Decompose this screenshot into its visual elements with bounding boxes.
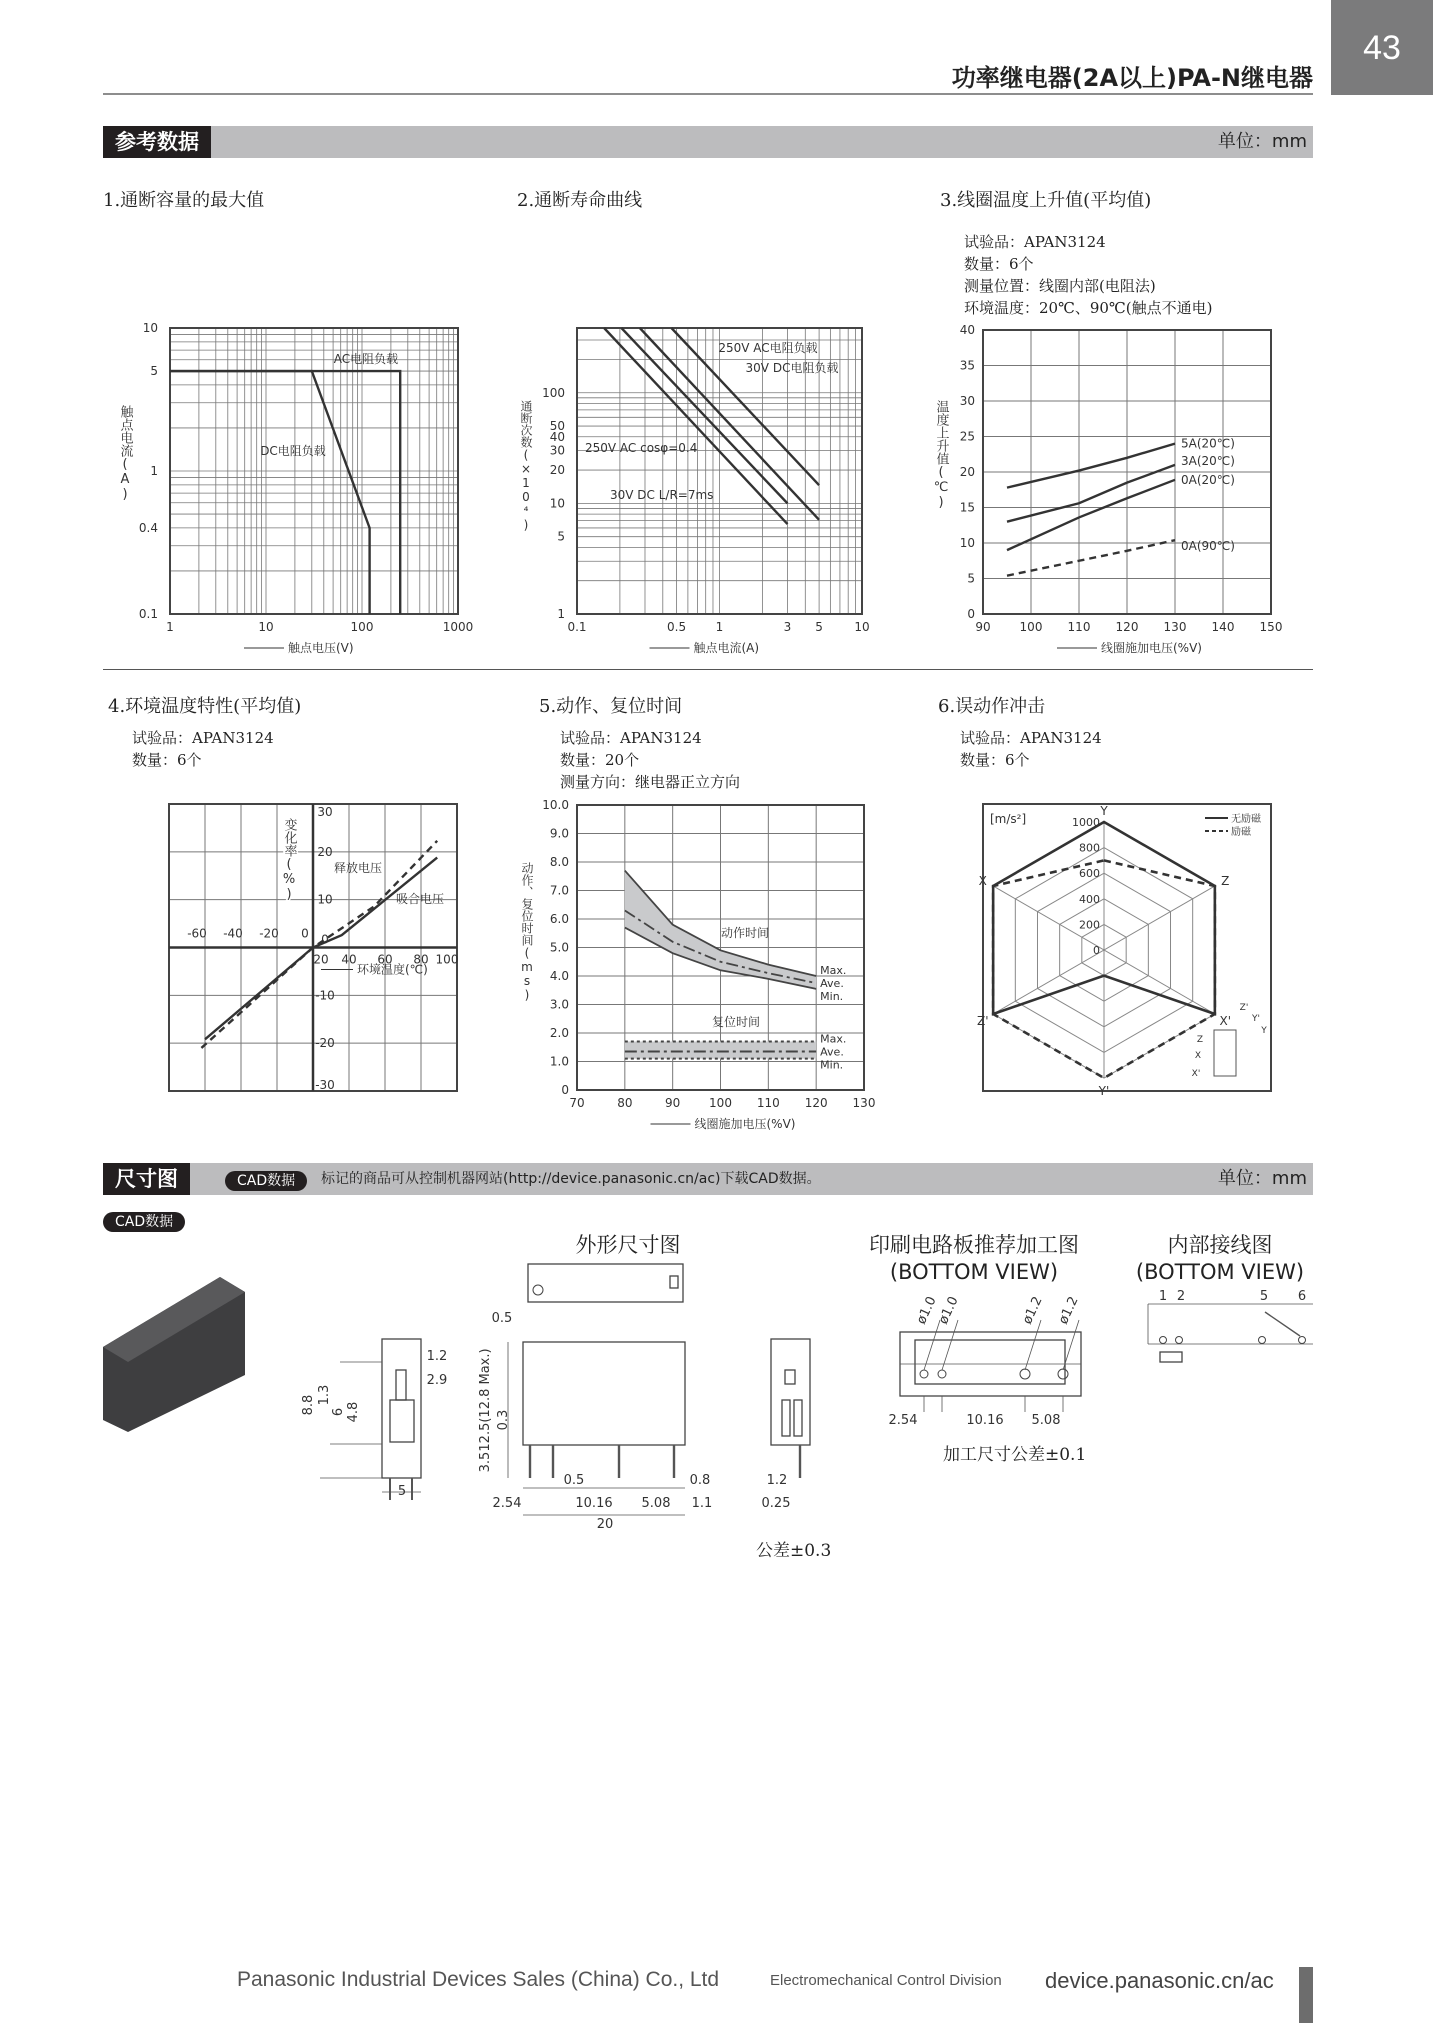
y-tick-label: 8.0 <box>549 855 569 869</box>
y-tick-label: 10.0 <box>542 798 569 812</box>
y-tick-label: 20 <box>317 844 333 859</box>
dimension-label: 8.8 <box>301 1394 316 1416</box>
chart-title-2: 2.通断寿命曲线 <box>517 190 643 211</box>
x-tick-label: 100 <box>435 952 459 967</box>
y-tick-label: 15 <box>959 500 975 515</box>
dimension-label: 5.08 <box>1031 1413 1061 1428</box>
section-tag: 参考数据 <box>103 126 211 158</box>
x-tick-label: 60 <box>377 952 393 967</box>
x-tick-label: 100 <box>350 620 374 634</box>
y-tick-label: 35 <box>959 358 975 373</box>
pcb-tolerance: 加工尺寸公差±0.1 <box>943 1445 1087 1465</box>
terminal <box>1176 1337 1183 1344</box>
pcb-subtitle: (BOTTOM VIEW) <box>889 1260 1059 1284</box>
meta-line: 数量：6个 <box>964 255 1034 273</box>
dimension-label: 20 <box>596 1517 614 1532</box>
x-tick-label: 140 <box>1211 620 1235 634</box>
meta-line: 测量方向：继电器正立方向 <box>560 773 741 791</box>
y-tick-label: 4.0 <box>549 969 569 983</box>
meta-line: 试验品：APAN3124 <box>132 729 274 747</box>
x-tick-label: 1 <box>166 620 174 634</box>
axis-label: X' <box>1219 1014 1232 1028</box>
x-tick-label: -20 <box>259 926 279 941</box>
side-window <box>396 1370 406 1400</box>
plot-frame <box>983 804 1271 1091</box>
meta-line: 数量：6个 <box>132 751 202 769</box>
document-title: 功率继电器(2A以上)PA-N继电器 <box>951 64 1313 92</box>
y-tick-label: 30 <box>959 394 975 408</box>
y-tick-label: 0 <box>967 607 975 621</box>
series-label: 30V DC L/R=7ms <box>610 488 714 502</box>
series-line <box>1007 540 1175 576</box>
y-tick-label: 0.4 <box>138 520 158 535</box>
terminal <box>1299 1337 1306 1344</box>
section-tag: 尺寸图 <box>103 1163 190 1195</box>
y-tick-label: 6.0 <box>549 912 569 926</box>
outline-title: 外形尺寸图 <box>575 1233 681 1257</box>
ring-label: 600 <box>1079 867 1100 881</box>
inset-label: Y <box>1261 1026 1267 1036</box>
unit-label: 单位：mm <box>1217 1168 1307 1189</box>
x-tick-label: 100 <box>1019 620 1043 634</box>
y-axis-label: 变化率(%) <box>281 818 297 902</box>
hole <box>533 1285 543 1295</box>
x-axis-label: 触点电压(V) <box>288 641 354 655</box>
contact-arm <box>1265 1312 1300 1336</box>
chart-title-5: 5.动作、复位时间 <box>539 696 683 717</box>
x-tick-label: -40 <box>223 926 243 941</box>
y-tick-label: 30 <box>317 805 333 819</box>
y-tick-label: 20 <box>959 465 975 479</box>
side-window <box>390 1400 414 1442</box>
front-view <box>523 1342 685 1445</box>
y-tick-label: 50 <box>549 419 565 434</box>
dimension-label: 0.5 <box>491 1311 513 1326</box>
side-view <box>382 1339 421 1478</box>
series-label: 5A(20℃) <box>1181 436 1235 451</box>
y-tick-label: 0 <box>321 932 329 947</box>
y-tick-label: 5 <box>557 529 565 544</box>
cad-pill-label: CAD数据 <box>225 1171 307 1191</box>
inset-label: Z' <box>1239 1003 1249 1013</box>
pcb-hole <box>938 1370 946 1378</box>
y-tick-label: 100 <box>542 385 565 400</box>
outline-tolerance: 公差±0.3 <box>756 1541 832 1561</box>
series-label: 0A(20℃) <box>1181 472 1235 487</box>
dimension-label: 10.16 <box>575 1496 613 1511</box>
meta-line: 试验品：APAN3124 <box>960 729 1102 747</box>
x-tick-label: 5 <box>815 620 823 634</box>
dimension-label: 6 <box>331 1407 346 1417</box>
window <box>785 1370 795 1384</box>
cad-pill-label: CAD数据 <box>103 1212 185 1232</box>
chart-6 <box>983 804 1271 1091</box>
y-tick-label: -20 <box>315 1036 335 1051</box>
dimension-label: 1.3 <box>317 1384 332 1406</box>
dimension-label: 0.5 <box>563 1473 585 1488</box>
ring-label: 200 <box>1079 918 1100 932</box>
window <box>794 1400 802 1436</box>
x-tick-label: 90 <box>975 620 991 634</box>
chart-title-6: 6.误动作冲击 <box>938 696 1046 717</box>
axis-label: Y' <box>1098 1084 1110 1098</box>
y-tick-label: -30 <box>315 1078 335 1092</box>
meta-line: 数量：6个 <box>960 751 1030 769</box>
pin-label: 6 <box>1297 1289 1307 1304</box>
page-number-tab: 43 <box>1331 0 1433 95</box>
band-label: Ave. <box>820 977 844 991</box>
series-label: 释放电压 <box>333 861 383 875</box>
x-tick-label: 110 <box>756 1096 780 1110</box>
unit-label: [m/s²] <box>990 812 1027 826</box>
dimension-label: 2.9 <box>426 1373 448 1388</box>
dimension-line <box>1025 1320 1041 1370</box>
y-tick-label: 10 <box>959 536 975 550</box>
y-tick-label: 40 <box>959 323 975 337</box>
pcb-inner <box>915 1340 1065 1384</box>
pcb-hole <box>1020 1369 1030 1379</box>
band-label: Min. <box>820 990 844 1004</box>
dimension-label: 5 <box>397 1484 407 1499</box>
series-label: 吸合电压 <box>395 892 445 906</box>
x-tick-label: 10 <box>854 620 870 634</box>
footer-company: Panasonic Industrial Devices Sales (China) Co., Ltd <box>237 1968 720 1991</box>
inset-label: X <box>1194 1051 1202 1061</box>
legend-label: 无励磁 <box>1231 814 1261 825</box>
axis-label: Y <box>1100 804 1108 818</box>
terminal <box>1259 1337 1266 1344</box>
x-tick-label: 3 <box>783 620 792 634</box>
series-line <box>1007 444 1175 488</box>
y-tick-label: 40 <box>549 429 565 444</box>
x-tick-label: 80 <box>413 952 429 967</box>
dimension-label: 5.08 <box>641 1496 671 1511</box>
dimension-label: ø1.2 <box>1019 1294 1046 1327</box>
y-tick-label: 25 <box>959 429 975 444</box>
axis-label: Z' <box>976 1014 989 1028</box>
x-axis-label: 线圈施加电压(%V) <box>694 1117 796 1131</box>
dimension-label: ø1.0 <box>935 1294 962 1327</box>
footer-marker <box>1299 1967 1313 2023</box>
notch <box>670 1276 678 1288</box>
pin-label: 5 <box>1259 1289 1269 1304</box>
dimension-line <box>942 1320 958 1370</box>
y-tick-label: 30 <box>549 443 565 458</box>
ring-label: 400 <box>1079 892 1100 906</box>
dimension-label: 2.54 <box>492 1496 522 1511</box>
x-axis-label: 触点电流(A) <box>693 641 760 655</box>
meta-line: 测量位置：线圈内部(电阻法) <box>964 277 1156 295</box>
y-tick-label: 10 <box>317 892 333 907</box>
y-tick-label: 1 <box>557 607 565 621</box>
x-axis-label: 线圈施加电压(%V) <box>1101 641 1202 655</box>
unit-label: 单位：mm <box>1217 131 1307 152</box>
inset-label: Z <box>1196 1035 1204 1045</box>
y-tick-label: 0 <box>561 1083 569 1097</box>
x-tick-label: 1 <box>715 620 724 634</box>
x-axis-label: 环境温度(℃) <box>357 962 428 977</box>
coil-symbol <box>1160 1352 1182 1362</box>
pin-label: 2 <box>1176 1289 1186 1304</box>
axis-label: Z <box>1221 874 1230 888</box>
series-line <box>201 841 437 1051</box>
series-label: 动作时间 <box>720 926 770 940</box>
y-tick-label: 10 <box>142 321 158 335</box>
y-tick-label: 10 <box>549 496 565 511</box>
band-area <box>625 1042 816 1059</box>
dimension-label: 1.1 <box>691 1496 713 1511</box>
y-tick-label: 5.0 <box>549 940 569 955</box>
series-label: 复位时间 <box>711 1015 761 1029</box>
dimension-label: 0.8 <box>689 1473 711 1488</box>
footer-url[interactable]: device.panasonic.cn/ac <box>1045 1968 1274 1993</box>
band-label: Max. <box>820 1032 847 1046</box>
axis-label: X <box>978 874 987 888</box>
x-tick-label: 1000 <box>442 620 474 634</box>
y-axis-label: 通断次数(×10⁴) <box>519 400 533 532</box>
inset-label: Y' <box>1252 1014 1260 1024</box>
meta-line: 环境温度：20℃、90℃(触点不通电) <box>964 299 1213 317</box>
series-label: AC电阻负载 <box>333 352 399 366</box>
x-tick-label: 150 <box>1259 620 1283 634</box>
band-label: Min. <box>820 1058 844 1072</box>
y-tick-label: 20 <box>549 463 565 478</box>
ring-label: 1000 <box>1072 816 1100 829</box>
x-tick-label: 20 <box>313 952 329 967</box>
series-label: 250V AC cosφ=0.4 <box>585 441 698 455</box>
series-label: 30V DC电阻负载 <box>745 361 839 375</box>
pcb-hole <box>1058 1369 1068 1379</box>
y-tick-label: 5 <box>967 571 975 586</box>
x-tick-label: 40 <box>341 952 357 967</box>
series-label: 250V AC电阻负载 <box>718 341 818 355</box>
chart-title-4: 4.环境温度特性(平均值) <box>108 696 302 717</box>
x-tick-label: 110 <box>1067 620 1091 634</box>
dimension-label: ø1.0 <box>913 1294 940 1327</box>
inset-label: X' <box>1191 1069 1201 1079</box>
y-tick-label: 9.0 <box>549 826 569 841</box>
series-label: DC电阻负载 <box>260 444 326 458</box>
dimension-label: 0.25 <box>761 1496 791 1511</box>
pcb-hole <box>920 1370 928 1378</box>
x-tick-label: -60 <box>187 926 207 941</box>
chart-title-1: 1.通断容量的最大值 <box>103 190 265 211</box>
x-tick-label: 80 <box>617 1096 633 1110</box>
chart-title-3: 3.线圈温度上升值(平均值) <box>940 190 1152 211</box>
series-label: 0A(90℃) <box>1181 539 1235 554</box>
footer-division: Electromechanical Control Division <box>770 1972 1002 1989</box>
meta-line: 试验品：APAN3124 <box>560 729 702 747</box>
y-tick-label: 1 <box>150 464 158 478</box>
wiring-subtitle: (BOTTOM VIEW) <box>1135 1260 1305 1284</box>
dimension-label: 10.16 <box>966 1413 1004 1428</box>
dimension-label: 4.8 <box>346 1401 361 1423</box>
x-tick-label: 70 <box>569 1096 585 1110</box>
series-line <box>170 371 370 614</box>
orientation-inset <box>1214 1030 1236 1076</box>
y-tick-label: 2.0 <box>549 1026 569 1040</box>
x-tick-label: 120 <box>1115 620 1139 634</box>
x-tick-label: 100 <box>709 1096 732 1110</box>
dimension-label: 1.2 <box>426 1349 448 1364</box>
y-tick-label: 7.0 <box>549 883 569 898</box>
legend-label: 励磁 <box>1231 827 1251 838</box>
x-tick-label: 120 <box>804 1096 828 1110</box>
dimension-line <box>924 1320 940 1370</box>
wiring-title-text: 内部接线图 <box>1167 1233 1273 1257</box>
dimension-label: 2.54 <box>888 1413 918 1428</box>
terminal <box>1160 1337 1167 1344</box>
pcb-title-text: 印刷电路板推荐加工图 <box>869 1233 1079 1257</box>
chart-1 <box>170 328 458 614</box>
dimension-label: 3.5 <box>478 1451 493 1473</box>
x-tick-label: 0.1 <box>567 620 587 634</box>
y-tick-label: -10 <box>315 988 335 1003</box>
y-axis-label: 温度上升值(℃) <box>933 400 949 510</box>
cad-note: 标记的商品可从控制机器网站(http://device.panasonic.cn/ac)下载CAD数据。 <box>321 1171 821 1187</box>
x-tick-label: 10 <box>258 620 274 634</box>
ring-label: 0 <box>1093 944 1100 957</box>
meta-line: 数量：20个 <box>560 751 640 769</box>
x-tick-label: 90 <box>665 1096 681 1110</box>
y-tick-label: 5 <box>150 364 158 379</box>
band-label: Max. <box>820 964 847 978</box>
band-label: Ave. <box>820 1045 844 1059</box>
x-tick-label: 130 <box>852 1096 876 1110</box>
y-axis-label: 触点电流(A) <box>117 405 133 502</box>
pin-label: 1 <box>1158 1289 1168 1304</box>
x-tick-label: 130 <box>1163 620 1187 634</box>
x-tick-label: 0.5 <box>667 620 687 634</box>
y-tick-label: 0.1 <box>138 607 158 621</box>
dimension-label: 1.2 <box>766 1473 788 1488</box>
ring-label: 800 <box>1079 841 1100 855</box>
y-tick-label: 1.0 <box>549 1054 569 1069</box>
dimension-label: ø1.2 <box>1055 1294 1082 1327</box>
dimension-label: 0.3 <box>496 1409 511 1431</box>
series-line <box>170 371 400 614</box>
dimension-label: 12.5(12.8 Max.) <box>478 1348 493 1452</box>
top-view <box>528 1264 683 1302</box>
x-tick-label: 0 <box>301 926 309 941</box>
y-axis-label: 动作、复位时间(ms) <box>520 862 534 1002</box>
window <box>782 1400 790 1436</box>
y-tick-label: 3.0 <box>549 997 569 1012</box>
meta-line: 试验品：APAN3124 <box>964 233 1106 251</box>
series-label: 3A(20℃) <box>1181 453 1235 468</box>
